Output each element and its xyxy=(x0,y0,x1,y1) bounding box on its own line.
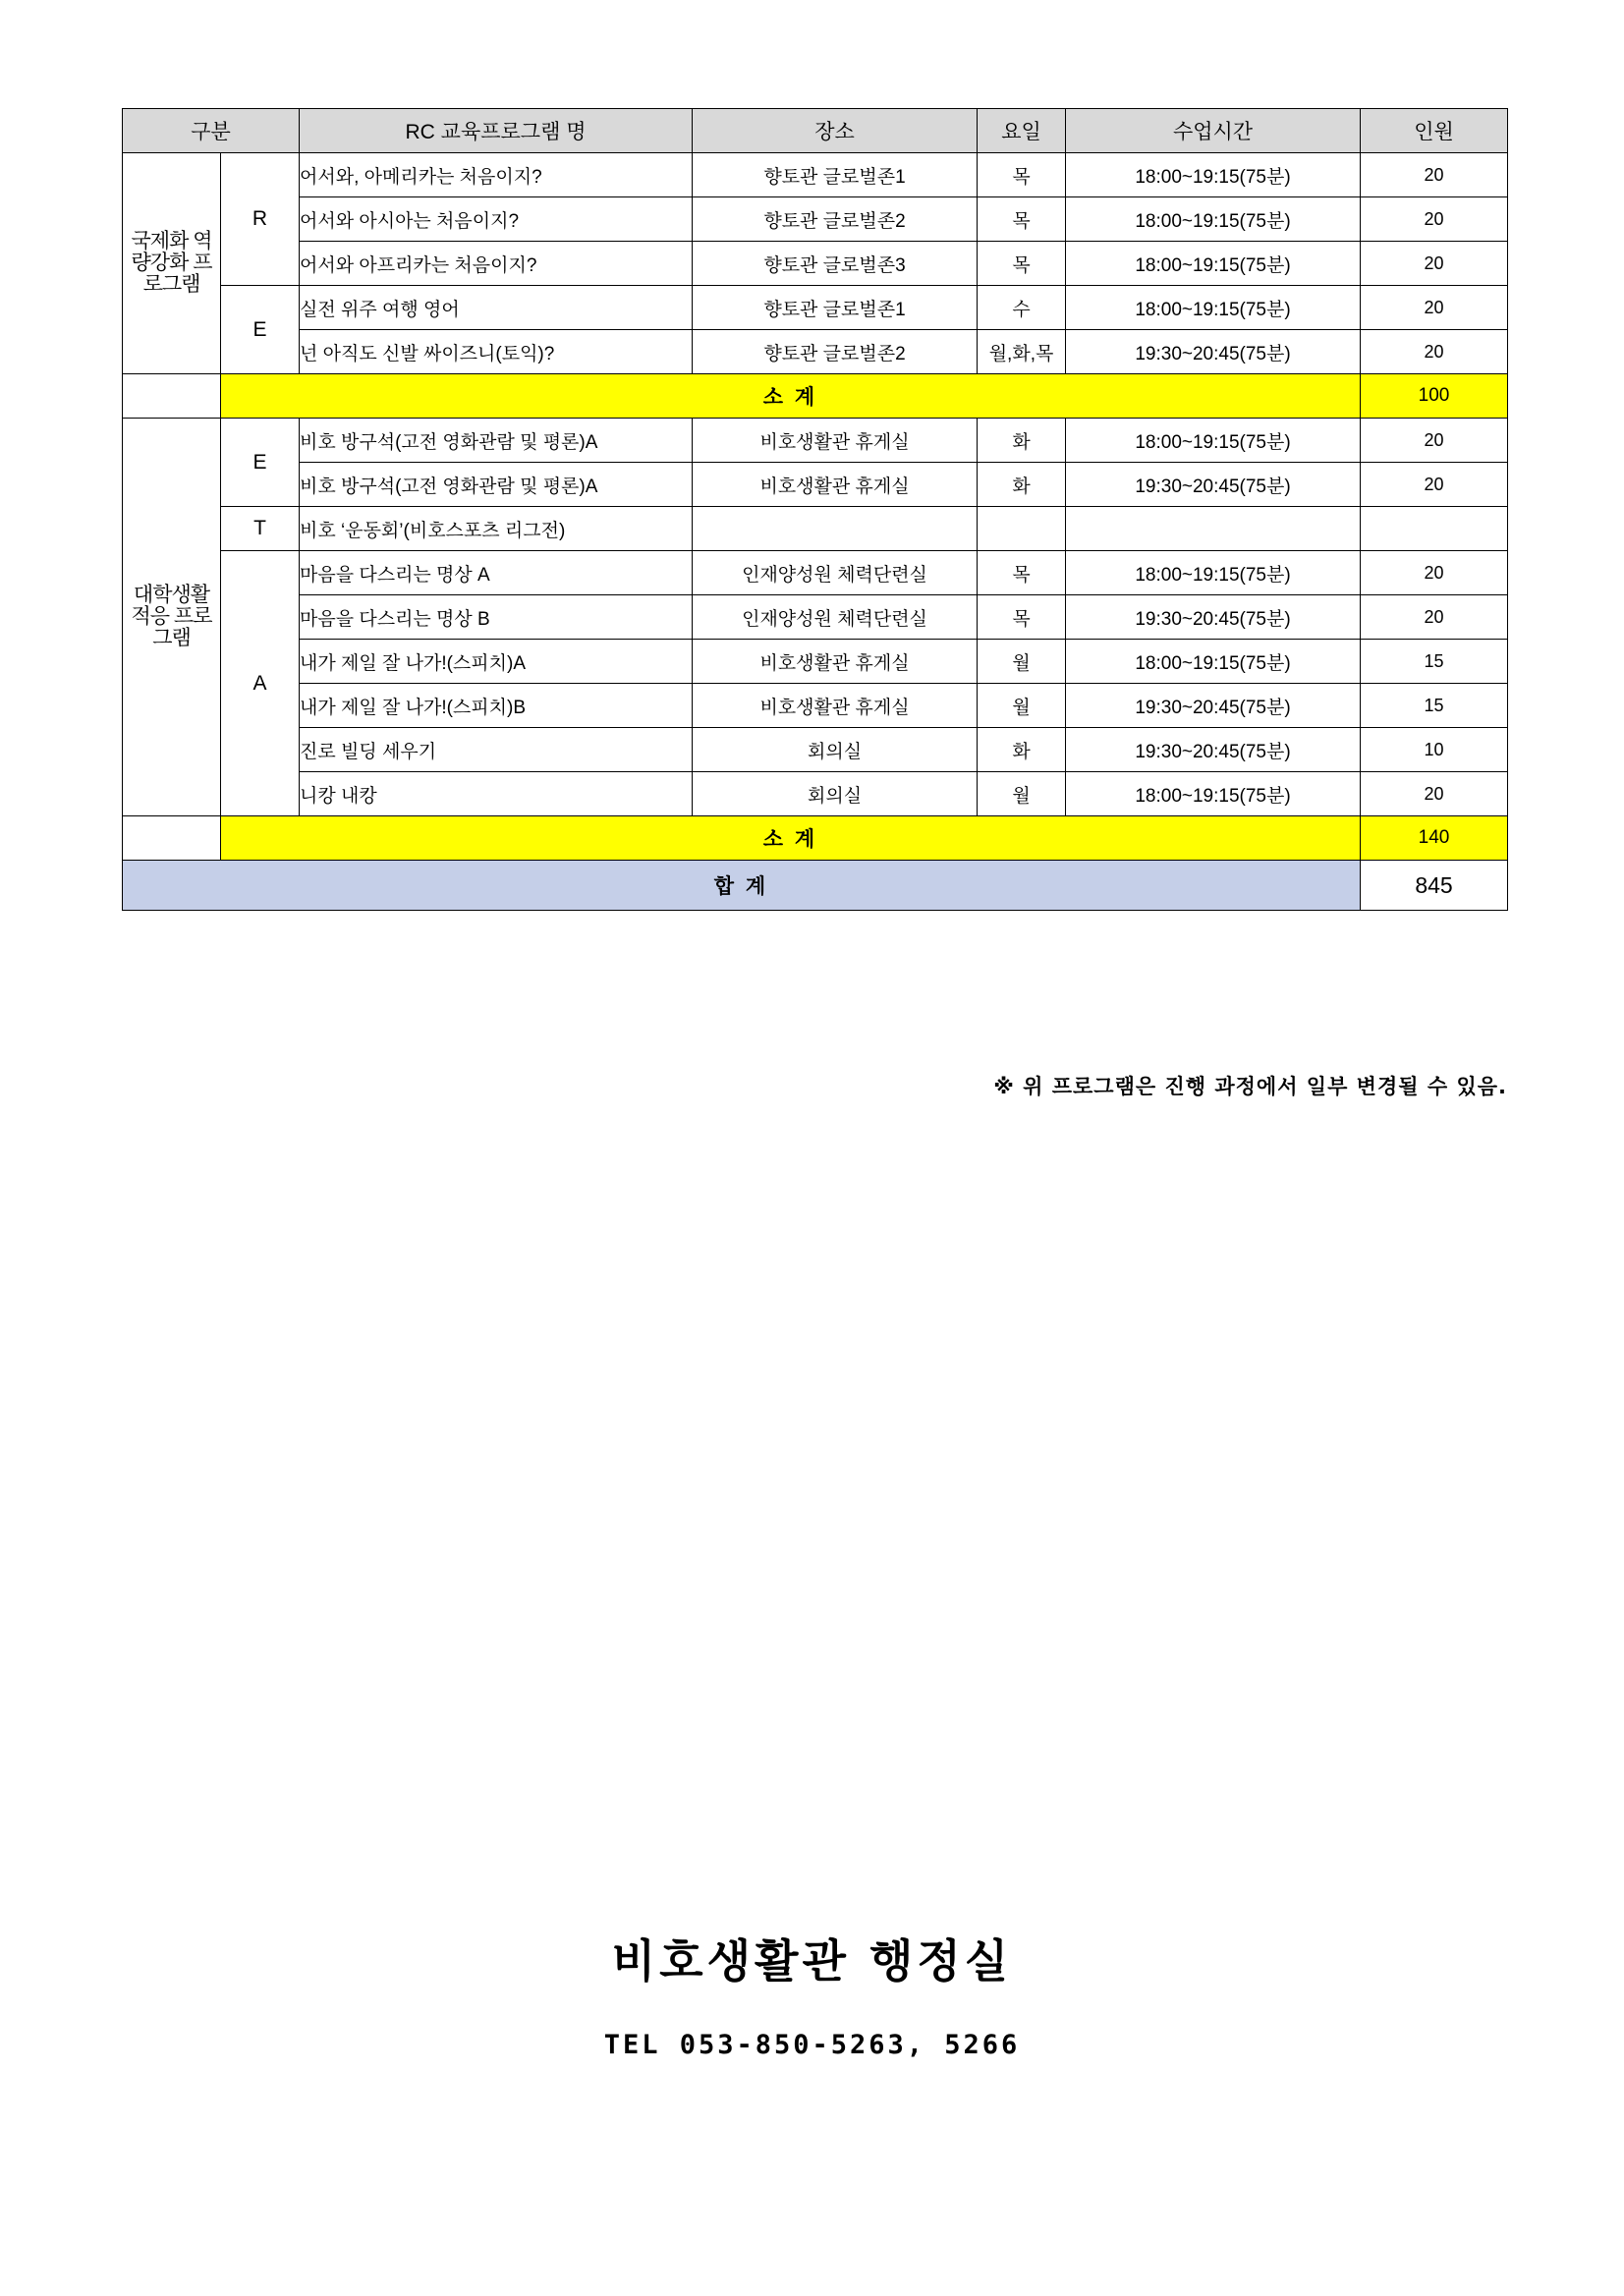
table-row xyxy=(123,463,1508,507)
program-time: 18:00~19:15(75분) xyxy=(1066,640,1361,684)
program-time: 19:30~20:45(75분) xyxy=(1066,463,1361,507)
program-time: 19:30~20:45(75분) xyxy=(1066,595,1361,640)
program-place: 비호생활관 휴게실 xyxy=(693,419,978,463)
program-place: 향토관 글로벌존3 xyxy=(693,242,978,286)
program-name: 니캉 내캉 xyxy=(300,772,693,816)
program-name: 비호 방구석(고전 영화관람 및 평론)A xyxy=(300,463,693,507)
table-row xyxy=(123,286,1508,330)
code-cell: T xyxy=(221,507,300,551)
subtotal-row xyxy=(123,816,1508,861)
program-name: 진로 빌딩 세우기 xyxy=(300,728,693,772)
program-day: 월,화,목 xyxy=(978,330,1066,374)
header-cell-time: 수업시간 xyxy=(1066,109,1361,153)
program-place: 비호생활관 휴게실 xyxy=(693,684,978,728)
program-place: 인재양성원 체력단련실 xyxy=(693,595,978,640)
program-capacity xyxy=(1361,507,1508,551)
table-row xyxy=(123,330,1508,374)
table-row xyxy=(123,551,1508,595)
header-row xyxy=(123,109,1508,153)
header-cell-day: 요일 xyxy=(978,109,1066,153)
program-capacity: 20 xyxy=(1361,153,1508,197)
program-day: 목 xyxy=(978,242,1066,286)
total-row xyxy=(123,861,1508,911)
table-row xyxy=(123,153,1508,197)
table-row xyxy=(123,684,1508,728)
code-cell: E xyxy=(221,286,300,374)
table-body xyxy=(123,153,1508,911)
program-name: 비호 ‘운동회’(비호스포츠 리그전) xyxy=(300,507,693,551)
program-capacity: 20 xyxy=(1361,772,1508,816)
program-capacity: 15 xyxy=(1361,684,1508,728)
office-name: 비호생활관 행정실 xyxy=(611,1934,1013,1988)
program-place xyxy=(693,507,978,551)
program-capacity: 20 xyxy=(1361,242,1508,286)
document-footer xyxy=(0,1926,1624,2060)
header-cell-category: 구분 xyxy=(123,109,300,153)
program-name: 내가 제일 잘 나가!(스피치)B xyxy=(300,684,693,728)
subtotal-value: 140 xyxy=(1361,816,1508,861)
program-day: 화 xyxy=(978,463,1066,507)
subtotal-value: 100 xyxy=(1361,374,1508,419)
table-row xyxy=(123,197,1508,242)
subtotal-spacer xyxy=(123,816,221,861)
program-name: 넌 아직도 신발 싸이즈니(토익)? xyxy=(300,330,693,374)
program-time: 18:00~19:15(75분) xyxy=(1066,153,1361,197)
schedule-table-wrap xyxy=(122,108,1507,911)
table-row xyxy=(123,507,1508,551)
footnote: ※ 위 프로그램은 진행 과정에서 일부 변경될 수 있음. xyxy=(993,1075,1507,1098)
program-capacity: 20 xyxy=(1361,419,1508,463)
program-capacity: 20 xyxy=(1361,463,1508,507)
table-row xyxy=(123,640,1508,684)
program-name: 어서와 아프리카는 처음이지? xyxy=(300,242,693,286)
category-cell xyxy=(123,419,221,816)
office-telephone: TEL 053-850-5263, 5266 xyxy=(603,2030,1021,2060)
table-row xyxy=(123,772,1508,816)
program-name: 비호 방구석(고전 영화관람 및 평론)A xyxy=(300,419,693,463)
program-day: 화 xyxy=(978,419,1066,463)
program-day: 목 xyxy=(978,551,1066,595)
program-time: 18:00~19:15(75분) xyxy=(1066,286,1361,330)
table-row xyxy=(123,242,1508,286)
program-time: 18:00~19:15(75분) xyxy=(1066,419,1361,463)
code-cell: A xyxy=(221,551,300,816)
program-name: 마음을 다스리는 명상 A xyxy=(300,551,693,595)
program-time: 19:30~20:45(75분) xyxy=(1066,330,1361,374)
program-time: 18:00~19:15(75분) xyxy=(1066,197,1361,242)
program-time xyxy=(1066,507,1361,551)
program-place: 회의실 xyxy=(693,728,978,772)
code-cell: E xyxy=(221,419,300,507)
table-row xyxy=(123,595,1508,640)
table-header xyxy=(123,109,1508,153)
program-time: 19:30~20:45(75분) xyxy=(1066,684,1361,728)
program-capacity: 15 xyxy=(1361,640,1508,684)
program-place: 향토관 글로벌존1 xyxy=(693,153,978,197)
subtotal-label: 소 계 xyxy=(221,816,1361,861)
subtotal-label: 소 계 xyxy=(221,374,1361,419)
program-name: 어서와, 아메리카는 처음이지? xyxy=(300,153,693,197)
program-day: 목 xyxy=(978,197,1066,242)
program-time: 18:00~19:15(75분) xyxy=(1066,551,1361,595)
total-label: 합 계 xyxy=(123,861,1361,911)
program-time: 18:00~19:15(75분) xyxy=(1066,772,1361,816)
schedule-table xyxy=(122,108,1508,911)
program-place: 향토관 글로벌존2 xyxy=(693,197,978,242)
program-time: 18:00~19:15(75분) xyxy=(1066,242,1361,286)
program-day: 월 xyxy=(978,684,1066,728)
program-capacity: 20 xyxy=(1361,286,1508,330)
header-cell-program: RC 교육프로그램 명 xyxy=(300,109,693,153)
program-capacity: 10 xyxy=(1361,728,1508,772)
header-cell-capacity: 인원 xyxy=(1361,109,1508,153)
program-day: 목 xyxy=(978,153,1066,197)
category-label: 대학생활 적응 프로그램 xyxy=(131,583,212,650)
header-cell-place: 장소 xyxy=(693,109,978,153)
program-place: 비호생활관 휴게실 xyxy=(693,463,978,507)
program-capacity: 20 xyxy=(1361,551,1508,595)
program-name: 내가 제일 잘 나가!(스피치)A xyxy=(300,640,693,684)
subtotal-row xyxy=(123,374,1508,419)
program-place: 향토관 글로벌존1 xyxy=(693,286,978,330)
program-place: 인재양성원 체력단련실 xyxy=(693,551,978,595)
code-cell: R xyxy=(221,153,300,286)
program-place: 비호생활관 휴게실 xyxy=(693,640,978,684)
program-place: 회의실 xyxy=(693,772,978,816)
program-day: 화 xyxy=(978,728,1066,772)
program-capacity: 20 xyxy=(1361,595,1508,640)
total-value: 845 xyxy=(1361,861,1508,911)
category-label: 국제화 역량강화 프로그램 xyxy=(131,229,212,297)
program-name: 마음을 다스리는 명상 B xyxy=(300,595,693,640)
table-row xyxy=(123,728,1508,772)
program-day xyxy=(978,507,1066,551)
program-day: 목 xyxy=(978,595,1066,640)
program-day: 수 xyxy=(978,286,1066,330)
program-name: 실전 위주 여행 영어 xyxy=(300,286,693,330)
program-place: 향토관 글로벌존2 xyxy=(693,330,978,374)
program-day: 월 xyxy=(978,640,1066,684)
program-time: 19:30~20:45(75분) xyxy=(1066,728,1361,772)
subtotal-spacer xyxy=(123,374,221,419)
program-capacity: 20 xyxy=(1361,330,1508,374)
program-capacity: 20 xyxy=(1361,197,1508,242)
program-name: 어서와 아시아는 처음이지? xyxy=(300,197,693,242)
table-row xyxy=(123,419,1508,463)
program-day: 월 xyxy=(978,772,1066,816)
category-cell xyxy=(123,153,221,374)
